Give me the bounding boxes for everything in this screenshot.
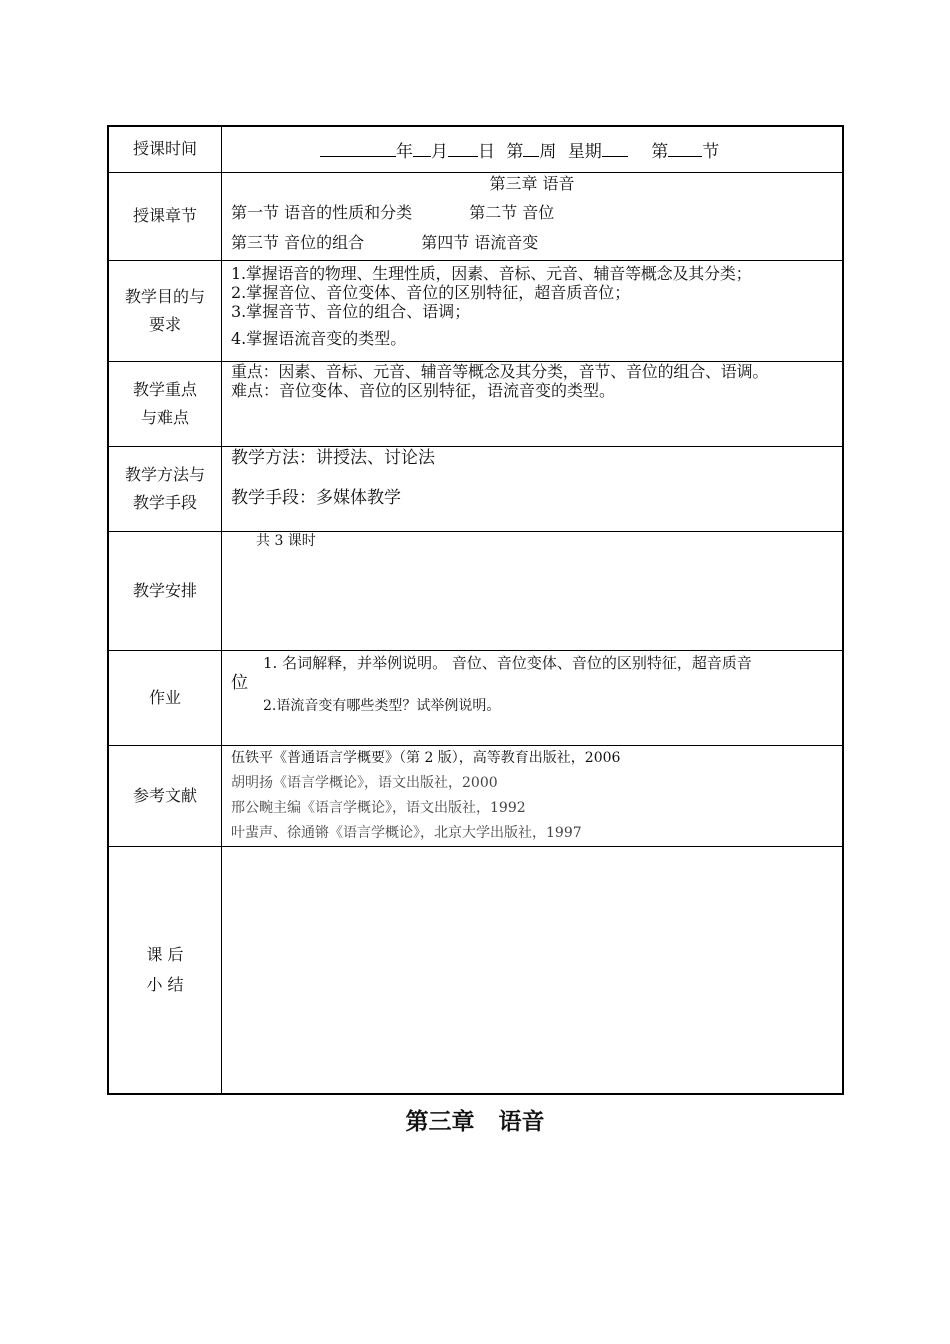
key-points-cell (222, 361, 844, 446)
label-arrangement: 教学安排 (108, 531, 222, 650)
label-goals (108, 260, 222, 361)
key-points-text (222, 362, 842, 400)
homework-cell (222, 650, 844, 745)
goals-list (222, 261, 842, 348)
lesson-plan-table (107, 125, 844, 1095)
section-2: 第二节 音位 (469, 202, 555, 222)
row-goals (108, 260, 843, 361)
section-3: 第三节 音位的组合 (231, 232, 365, 252)
row-methods (108, 446, 843, 531)
year-blank[interactable] (320, 138, 396, 157)
row-homework (108, 650, 843, 745)
period-prefix: 第 (651, 141, 669, 162)
key-point: 重点：因素、音标、元音、辅音等概念及其分类，音节、音位的组合、语调。 (231, 361, 769, 381)
label-key-points-line2: 与难点 (140, 407, 189, 427)
label-references: 参考文献 (108, 745, 222, 846)
week-suffix: 周 (539, 141, 557, 162)
weekday-text: 星期 (567, 141, 602, 162)
reference-item-2: 胡明扬《语言学概论》，语文出版社，2000 (231, 774, 498, 791)
label-homework: 作业 (108, 650, 222, 745)
homework-q1-a: 1. 名词解释，并举例说明。 音位、音位变体、音位的区别特征，超音质音 (263, 653, 752, 672)
references-list (222, 746, 842, 846)
row-chapter (108, 172, 843, 260)
row-time (108, 126, 843, 172)
label-key-points-line1: 教学重点 (132, 379, 197, 399)
label-key-points (108, 361, 222, 446)
chapter-heading: 第三章 语音 (405, 1108, 545, 1135)
means-line: 教学手段：多媒体教学 (231, 487, 401, 508)
homework-q2: 2.语流音变有哪些类型？试举例说明。 (263, 697, 501, 714)
weekday-blank[interactable] (602, 138, 628, 157)
method-line: 教学方法：讲授法、讨论法 (231, 447, 435, 468)
goal-item-2: 2.掌握音位、音位变体、音位的区别特征，超音质音位； (231, 282, 631, 302)
label-summary-line2: 小 结 (146, 974, 184, 994)
goal-item-4: 4.掌握语流音变的类型。 (231, 328, 407, 348)
methods-cell (222, 446, 844, 531)
references-cell (222, 745, 844, 846)
chapter-cell (222, 172, 844, 260)
arrangement-hours: 共 3 课时 (256, 532, 316, 549)
methods-text (222, 447, 842, 508)
month-blank[interactable] (413, 138, 431, 157)
goal-item-3: 3.掌握音节、音位的组合、语调； (231, 301, 471, 321)
week-blank[interactable] (523, 138, 539, 157)
label-time: 授课时间 (108, 126, 222, 172)
time-value-cell (222, 126, 844, 172)
day-text: 日 (478, 141, 495, 162)
chapter-sections-row2 (222, 228, 842, 258)
period-blank[interactable] (668, 138, 702, 157)
row-key-points (108, 361, 843, 446)
label-methods-line2: 教学手段 (132, 492, 197, 512)
label-summary (108, 846, 222, 1094)
time-line (222, 137, 842, 162)
row-summary (108, 846, 843, 1094)
label-methods (108, 446, 222, 531)
reference-item-1: 伍铁平《普通语言学概要》（第 2 版），高等教育出版社，2006 (231, 749, 621, 766)
label-summary-line1: 课 后 (146, 944, 184, 964)
chapter-sections-row1 (222, 198, 842, 228)
row-arrangement (108, 531, 843, 650)
reference-item-4: 叶蜚声、徐通锵《语言学概论》，北京大学出版社，1997 (231, 824, 582, 841)
summary-cell[interactable] (222, 846, 844, 1094)
day-blank[interactable] (448, 138, 478, 157)
section-1: 第一节 语音的性质和分类 (231, 202, 413, 222)
label-methods-line1: 教学方法与 (124, 464, 205, 484)
chapter-title: 第三章 语音 (489, 173, 575, 193)
month-text: 月 (431, 141, 448, 162)
arrangement-cell (222, 531, 844, 650)
label-chapter: 授课章节 (108, 172, 222, 260)
period-suffix: 节 (702, 141, 720, 162)
row-references (108, 745, 843, 846)
label-goals-line1: 教学目的与 (124, 286, 205, 306)
goals-cell (222, 260, 844, 361)
difficult-point: 难点：音位变体、音位的区别特征，语流音变的类型。 (231, 380, 616, 400)
label-goals-line2: 要求 (148, 314, 181, 334)
goal-item-1: 1.掌握语音的物理、生理性质，因素、音标、元音、辅音等概念及其分类； (231, 263, 752, 283)
section-4: 第四节 语流音变 (421, 232, 539, 252)
reference-item-3: 邢公畹主编《语言学概论》，语文出版社，1992 (231, 799, 526, 816)
homework-text (222, 651, 842, 716)
week-prefix: 第 (506, 141, 524, 162)
year-text: 年 (396, 141, 413, 162)
homework-q1 (231, 653, 834, 673)
homework-q1-wrap: 位 (231, 672, 248, 693)
